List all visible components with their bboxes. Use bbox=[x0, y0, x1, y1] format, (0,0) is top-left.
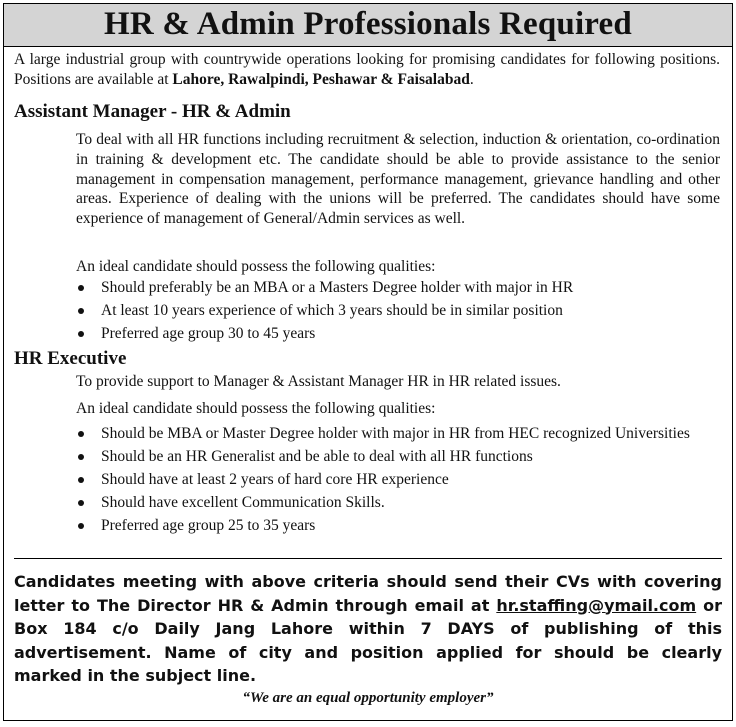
quality-text: Should have excellent Communication Skills. bbox=[101, 494, 385, 511]
bullet-icon bbox=[78, 431, 84, 437]
quality-text: Should preferably be an MBA or a Masters Degree holder with major in HR bbox=[101, 279, 574, 296]
position-description-assistant-manager: To deal with all HR functions including recruitment & selection, induction & orientation, co-ordination in training & development etc. The candidate should be able to provide assistance to the senior management in compensation management, performance management, grievance handling and other areas. Experience of dealing with the unions will be preferred. The candidates should have some experience of management of General/Admin services as well. bbox=[76, 131, 720, 228]
bullet-icon bbox=[78, 285, 84, 291]
job-advertisement bbox=[3, 3, 733, 721]
list-item bbox=[76, 516, 720, 536]
list-item bbox=[76, 493, 720, 513]
list-item bbox=[76, 324, 720, 344]
qualities-intro-hr-executive: An ideal candidate should possess the following qualities: bbox=[76, 400, 436, 417]
contact-email-link[interactable]: hr.staffing@ymail.com bbox=[496, 595, 697, 615]
qualities-list-assistant-manager bbox=[76, 278, 720, 347]
equal-opportunity-statement: “We are an equal opportunity employer” bbox=[242, 690, 494, 706]
position-heading-hr-executive: HR Executive bbox=[14, 348, 127, 369]
qualities-intro-assistant-manager: An ideal candidate should possess the following qualities: bbox=[76, 258, 436, 275]
ad-title: HR & Admin Professionals Required bbox=[104, 6, 632, 42]
position-heading-assistant-manager: Assistant Manager - HR & Admin bbox=[14, 101, 291, 122]
bullet-icon bbox=[78, 331, 84, 337]
position-description-hr-executive: To provide support to Manager & Assistant Manager HR in HR related issues. bbox=[76, 373, 561, 390]
bullet-icon bbox=[78, 477, 84, 483]
quality-text: At least 10 years experience of which 3 years should be in similar position bbox=[101, 302, 563, 319]
list-item bbox=[76, 447, 720, 467]
intro-end: . bbox=[469, 71, 474, 88]
intro-cities: Lahore, Rawalpindi, Peshawar & Faisalabad bbox=[172, 71, 470, 88]
bullet-icon bbox=[78, 523, 84, 529]
bullet-icon bbox=[78, 500, 84, 506]
closing-text-before: Candidates meeting with above criteria should send their CVs with covering letter to The Director HR & Admin through email at bbox=[14, 572, 722, 615]
bullet-icon bbox=[78, 308, 84, 314]
list-item bbox=[76, 424, 720, 444]
qualities-list-hr-executive bbox=[76, 424, 720, 539]
quality-text: Preferred age group 30 to 45 years bbox=[101, 325, 316, 342]
intro-paragraph bbox=[14, 50, 720, 90]
closing-text-after: or Box 184 c/o Daily Jang Lahore within 7 DAYS of publishing of this advertisement. Name of city and position applied for should be clearly marked in the subject line. bbox=[14, 595, 723, 685]
list-item bbox=[76, 301, 720, 321]
list-item bbox=[76, 470, 720, 490]
quality-text: Should be an HR Generalist and be able to deal with all HR functions bbox=[101, 448, 533, 465]
quality-text: Should have at least 2 years of hard core HR experience bbox=[101, 471, 449, 488]
application-instructions bbox=[14, 570, 722, 688]
quality-text: Should be MBA or Master Degree holder with major in HR from HEC recognized Universities bbox=[101, 425, 690, 442]
title-bar bbox=[4, 4, 732, 47]
list-item bbox=[76, 278, 720, 298]
section-divider bbox=[14, 558, 722, 559]
quality-text: Preferred age group 25 to 35 years bbox=[101, 517, 316, 534]
bullet-icon bbox=[78, 454, 84, 460]
intro-text: A large industrial group with countrywide operations looking for promising candidates for following positions. Positions are available at bbox=[14, 51, 720, 88]
